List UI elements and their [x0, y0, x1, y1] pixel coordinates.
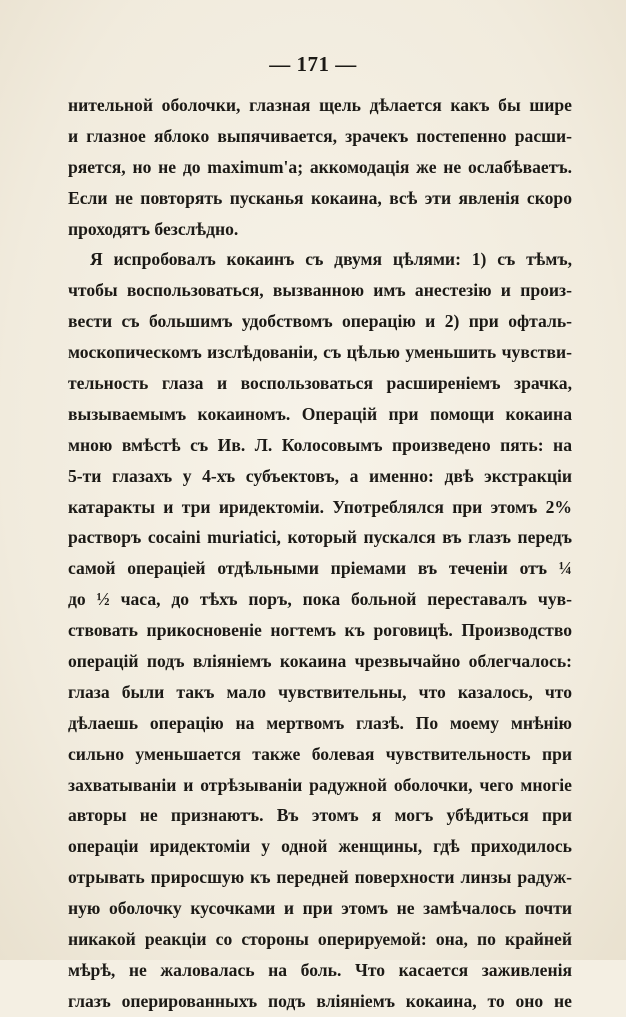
text-line: и глазное яблоко выпячивается, зрачекъ постепенно расши-	[68, 125, 572, 146]
text-line: ствовать прикосновеніе ногтемъ къ роговицѣ. Производство	[68, 620, 572, 641]
text-line: чтобы воспользоваться, вызванною имъ анестезію и произ-	[68, 280, 572, 301]
text-line: глазъ оперированныхъ подъ вліяніемъ кокаина, то оно не	[68, 990, 572, 1011]
text-line: операцій подъ вліяніемъ кокаина чрезвычайно облегчалось:	[68, 651, 572, 672]
text-line: Если не повторять пусканья кокаина, всѣ эти явленія скоро	[68, 187, 572, 208]
text-line: катаракты и три иридектоміи. Употреблялся при этомъ 2%	[68, 496, 572, 517]
text-line: тельность глаза и воспользоваться расширеніемъ зрачка,	[68, 373, 572, 394]
text-line: дѣлаешь операцію на мертвомъ глазѣ. По моему мнѣнію	[68, 712, 572, 733]
text-line: самой операціей отдѣльными пріемами въ теченіи отъ ¼	[68, 558, 572, 579]
page-number: — 171 —	[269, 52, 357, 76]
text-line: нительной оболочки, глазная щель дѣлается какъ бы шире	[68, 95, 572, 115]
text-line: операціи иридектоміи у одной женщины, гдѣ приходилось	[68, 836, 572, 857]
text-line: вызываемымъ кокаиномъ. Операцій при помощи кокаина	[68, 403, 572, 424]
body-text	[68, 90, 572, 1017]
text-line: 5-ти глазахъ у 4-хъ субъектовъ, а именно: двѣ экстракціи	[68, 465, 572, 486]
text-line: Я испробовалъ кокаинъ съ двумя цѣлями: 1) съ тѣмъ,	[90, 249, 572, 270]
text-line: ряется, но не до maximum'а; аккомодація же не ослабѣваетъ.	[68, 156, 572, 177]
text-line: до ½ часа, до тѣхъ поръ, пока больной переставалъ чув-	[68, 589, 572, 610]
text-line: глаза были такъ мало чувствительны, что казалось, что	[68, 681, 572, 702]
text-line: проходятъ безслѣдно.	[68, 218, 239, 239]
text-line: мною вмѣстѣ съ Ив. Л. Колосовымъ произведено пять: на	[68, 434, 572, 455]
text-line: авторы не признаютъ. Въ этомъ я могъ убѣдиться при	[68, 805, 572, 826]
text-line: вести съ большимъ удобствомъ операцію и 2) при офталь-	[68, 311, 572, 332]
text-line: москопическомъ изслѣдованіи, съ цѣлью уменьшить чувстви-	[68, 342, 572, 363]
text-line: мѣрѣ, не жаловалась на боль. Что касается заживленія	[68, 959, 572, 980]
text-line: отрывать приросшую къ передней поверхности линзы радуж-	[68, 867, 572, 888]
text-line: ную оболочку кусочками и при этомъ не замѣчалось почти	[68, 898, 572, 919]
text-line: никакой реакціи со стороны оперируемой: она, по крайней	[68, 929, 572, 950]
text-line: захватываніи и отрѣзываніи радужной оболочки, чего многіе	[68, 774, 572, 795]
text-line: сильно уменьшается также болевая чувствительность при	[68, 743, 572, 764]
text-line: растворъ cocaini muriatici, который пускался въ глазъ передъ	[68, 527, 572, 548]
